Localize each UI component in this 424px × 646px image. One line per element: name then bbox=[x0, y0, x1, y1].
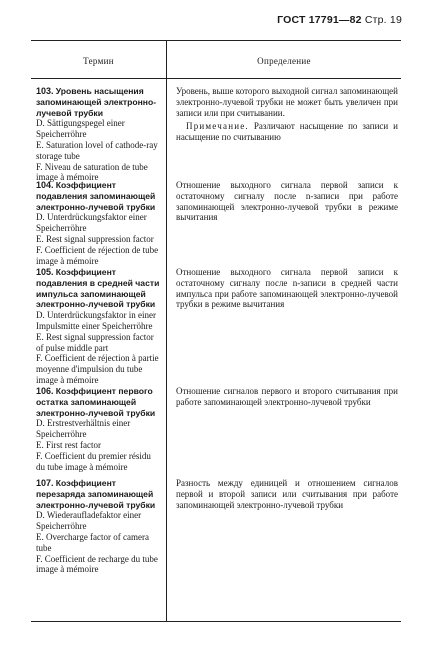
russian-term: Коэффициент первого остатка запоминающей электронно-лучевой трубки bbox=[36, 386, 156, 418]
definition-103 bbox=[176, 86, 398, 143]
column-header-term: Термин bbox=[83, 56, 114, 66]
definition-note bbox=[176, 121, 398, 143]
english-term: E. Overcharge factor of camera tube bbox=[36, 531, 150, 553]
english-term: E. First rest factor bbox=[36, 439, 101, 450]
german-term: D. Wiederaufladefaktor einer Speicherröhre bbox=[36, 510, 142, 532]
term-entry-105 bbox=[36, 267, 160, 386]
definition-text: Разность между единицей и отношением сигналов первой и второй записи или считывания при работе запоминающей электронно-лучевой трубки bbox=[176, 478, 398, 510]
english-term: E. Rest signal suppression factor bbox=[36, 233, 154, 244]
entry-number: 104. bbox=[36, 180, 54, 190]
definition-107 bbox=[176, 478, 398, 510]
french-term: F. Coefficient de réjection à partie moyenne d'impulsion du tube image à mémoire bbox=[36, 353, 159, 385]
term-entry-107 bbox=[36, 478, 160, 575]
table-top-border bbox=[31, 40, 401, 41]
russian-term: Уровень насыщения запоминающей электронно-лучевой трубки bbox=[36, 86, 157, 118]
term-entry-103 bbox=[36, 86, 160, 183]
entry-number: 103. bbox=[36, 86, 54, 96]
english-term: E. Saturation lovel of cathode-ray storage tube bbox=[36, 139, 158, 161]
definition-105 bbox=[176, 267, 398, 310]
definition-104 bbox=[176, 180, 398, 223]
table-bottom-border bbox=[31, 621, 401, 622]
note-label: Примечание. bbox=[186, 121, 249, 132]
entry-number: 106. bbox=[36, 386, 54, 396]
entry-number: 107. bbox=[36, 478, 54, 488]
note-text: Различают насыщение по записи и насыщение по считыванию bbox=[176, 121, 398, 143]
german-term: D. Sättigungspegel einer Speicherröhre bbox=[36, 118, 125, 140]
russian-term: Коэффициент подавления в средней части импульса запоминающей электронно-лучевой трубки bbox=[36, 267, 160, 310]
french-term: F. Coefficient du premier résidu du tube image à mémoire bbox=[36, 450, 151, 472]
russian-term: Коэффициент перезаряда запоминающей электронно-лучевой трубки bbox=[36, 478, 156, 510]
definition-text: Отношение сигналов первого и второго считывания при работе запоминающей электронно-лучевой трубки bbox=[176, 386, 398, 407]
page-number: Стр. 19 bbox=[364, 14, 402, 26]
standard-number: ГОСТ 17791—82 bbox=[277, 14, 362, 26]
german-term: D. Unterdrückungsfaktor in einer Impulsmitte einer Speicherröhre bbox=[36, 310, 156, 331]
term-entry-106 bbox=[36, 386, 160, 472]
definition-text: Уровень, выше которого выходной сигнал запоминающей электронно-лучевой трубки не может быть увеличен при записи или при считывании. bbox=[176, 86, 398, 118]
page-header bbox=[277, 14, 402, 26]
german-term: D. Unterdrückungsfaktor einer Speicherröhre bbox=[36, 212, 147, 234]
french-term: F. Niveau de saturation de tube image à mémoire bbox=[36, 161, 148, 183]
definition-106 bbox=[176, 386, 398, 408]
column-header-definition: Определение bbox=[257, 56, 311, 66]
french-term: F. Coefficient de recharge du tube image à mémoire bbox=[36, 553, 158, 575]
table-header-divider bbox=[31, 78, 401, 79]
english-term: E. Rest signal suppression factor of pulse middle part bbox=[36, 331, 154, 353]
definition-text: Отношение выходного сигнала первой записи к остаточному сигналу после n-записи при работе запоминающей электронно-лучевой трубки в режиме вычитания bbox=[176, 180, 398, 223]
term-entry-104 bbox=[36, 180, 160, 266]
russian-term: Коэффициент подавления запоминающей электронно-лучевой трубки bbox=[36, 180, 156, 212]
definition-text: Отношение выходного сигнала первой записи к остаточному сигналу после n-записи в средней части импульса при работе запоминающей электронно-лучевой трубки в режиме вычитания bbox=[176, 267, 398, 310]
german-term: D. Erstrestverhältnis einer Speicherröhre bbox=[36, 418, 131, 440]
entry-number: 105. bbox=[36, 267, 54, 277]
table-column-divider bbox=[166, 40, 167, 622]
french-term: F. Coefficient de réjection de tube image à mémoire bbox=[36, 244, 159, 266]
